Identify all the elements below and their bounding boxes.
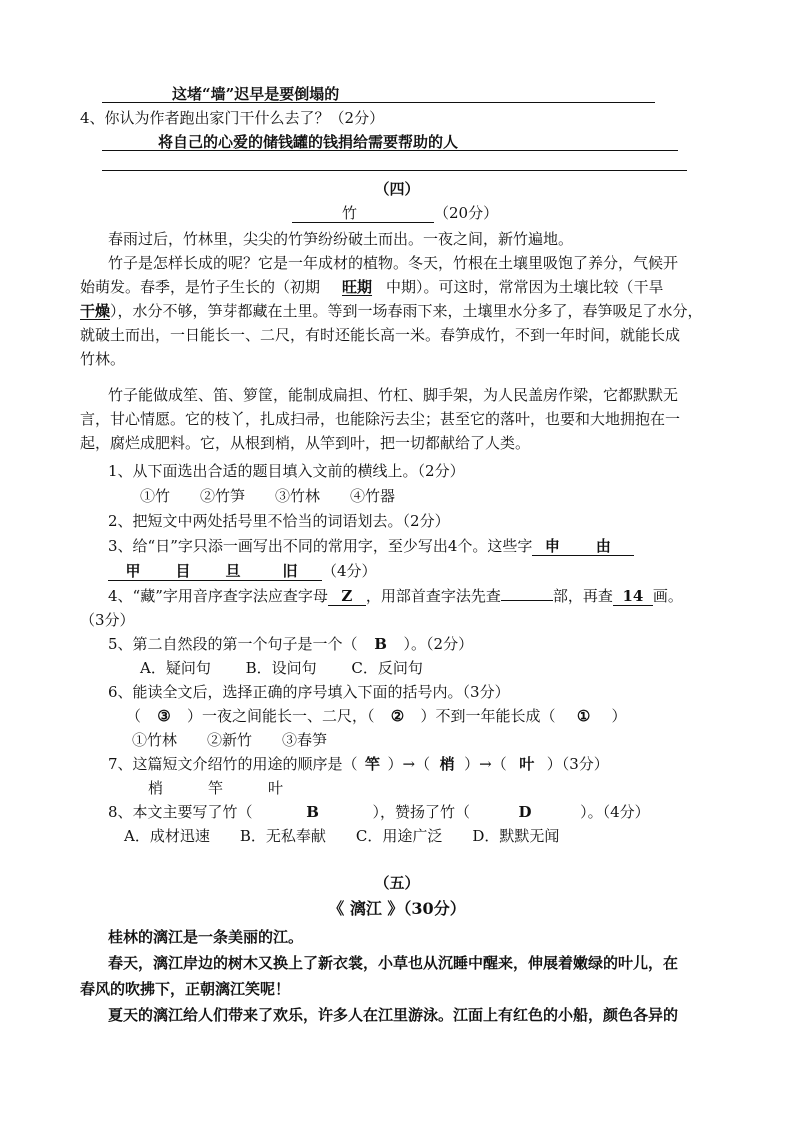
s5-paragraph-2-line-1: 春天，漓江岸边的树木又换上了新衣裳，小草也从沉睡中醒来，伸展着嫩绿的叶儿，在 (108, 954, 679, 972)
s4-question-3-line-2 (108, 560, 377, 582)
q7-answer-1: 竿 (365, 755, 381, 773)
q4-prompt-a: 4、“藏”字用音序查字法应查字母 (108, 587, 328, 605)
q8-text: ），赞扬了竹（ (372, 803, 471, 821)
q5-prompt: 5、第二自然段的第一个句子是一个（ (108, 635, 358, 653)
s4-paragraph-3-line-2: 言，甘心情愿。它的枝丫，扎成扫帚，也能除污去尘；甚至它的落叶，也要和大地拥抱在一 (80, 410, 681, 428)
q6-answer-3: ① (576, 707, 591, 725)
s4-paragraph-2-line-5: 竹林。 (80, 350, 126, 368)
wrong-word-2: 干燥 (80, 302, 111, 320)
s4-question-6: 6、能读全文后，选择正确的序号填入下面的括号内。（3分） (108, 683, 510, 701)
q8-answer-2: D (518, 803, 532, 821)
q6-text-2: ）不到一年能长成（ (420, 707, 556, 725)
s4-question-2: 2、把短文中两处括号里不恰当的词语划去。（2分） (108, 512, 450, 530)
q5-score: ）。（2分） (403, 635, 474, 653)
section-4-heading: （四） (374, 180, 420, 198)
q5-answer: B (374, 635, 387, 653)
question-4-answer: 将自己的心爱的储钱罐的钱捐给需要帮助的人 (158, 133, 459, 151)
q4-answer-letter: Z (328, 587, 366, 606)
s4-paragraph-2-line-2 (80, 276, 664, 298)
title-answer: 竹 (292, 204, 434, 223)
s5-paragraph-3-line-1: 夏天的漓江给人们带来了欢乐，许多人在江里游泳。江面上有红色的小船，颜色各异的 (108, 1006, 679, 1024)
answer-line-1: 这堵“墙”迟早是要倒塌的 (172, 85, 340, 103)
q4-prompt-c: 部，再查 (552, 587, 613, 605)
s4-question-4-line-1 (108, 585, 683, 607)
q8-prompt: 8、本文主要写了竹（ (108, 803, 253, 821)
s4-question-8 (108, 801, 650, 823)
p2-l2-c: 中期）。可这时，常常因为土壤比较（干旱 (386, 278, 664, 296)
section-5-heading: （五） (374, 874, 420, 892)
q7-answer-2: 梢 (439, 755, 455, 773)
s5-paragraph-2-line-2: 春风的吹拂下，正朝漓江笑呢！ (80, 980, 291, 998)
s4-paragraph-3-line-1: 竹子能做成笙、笛、箩筐，能制成扁担、竹杠、脚手架，为人民盖房作梁，它都默默无 (108, 386, 679, 404)
q7-arrow-1: ）→（ (387, 755, 431, 773)
answer-rule-3 (102, 170, 687, 171)
answer-rule-2 (102, 150, 678, 151)
q7-score: ）（3分） (546, 755, 609, 773)
q7-answer-3: 叶 (519, 755, 535, 773)
question-4-prompt: 4、你认为作者跑出家门干什么去了？（2分） (80, 109, 385, 127)
q6-close: ） (611, 707, 627, 725)
q6-answer-1: ③ (157, 707, 171, 725)
q3-answer-2: 由 (572, 537, 634, 556)
q6-open-1: （ (126, 707, 142, 725)
s4-question-5-options: A．疑问句 B．设问句 C．反问句 (140, 659, 423, 677)
q3-score: （4分） (322, 562, 377, 580)
s4-paragraph-2-line-4: 就破土而出，一日能长一、二尺，有时还能长高一米。春笋成竹，不到一年时间，就能长成 (80, 326, 681, 344)
p2-l3-b: ），水分不够，笋芽都藏在土里。等到一场春雨下来，土壤里水分多了，春笋吸足了水分， (110, 302, 703, 320)
p2-l2-a: 始萌发。春季，是竹子生长的（初期 (80, 278, 321, 296)
s4-question-1: 1、从下面选出合适的题目填入文前的横线上。（2分） (108, 462, 465, 480)
q6-answer-2: ② (390, 707, 405, 725)
s4-question-8-options: A．成材迅速 B．无私奉献 C．用途广泛 D．默默无闻 (124, 827, 560, 845)
q3-answer-5: 旦 (208, 562, 258, 581)
s4-question-1-options: ①竹 ②竹笋 ③竹林 ④竹器 (140, 487, 396, 505)
s4-question-5 (108, 633, 473, 655)
q4-blank-radical[interactable] (501, 600, 553, 601)
q3-answer-1: 申 (532, 537, 572, 556)
s4-paragraph-3-line-3: 起，腐烂成肥料。它，从根到梢，从竿到叶，把一切都献给了人类。 (80, 434, 531, 452)
q4-answer-strokes: 14 (613, 587, 653, 606)
q8-answer-1: B (306, 803, 319, 821)
s5-paragraph-1: 桂林的漓江是一条美丽的江。 (108, 928, 304, 946)
q8-score: ）。（4分） (580, 803, 650, 821)
s4-paragraph-2-line-3 (80, 300, 703, 322)
q4-prompt-b: ，用部首查字法先查 (365, 587, 501, 605)
s4-question-7-note: 梢 竿 叶 (148, 779, 284, 797)
answer-rule-1 (102, 102, 655, 103)
s4-question-6-options: ①竹林 ②新竹 ③春笋 (132, 731, 328, 749)
s4-paragraph-1: 春雨过后，竹林里，尖尖的竹笋纷纷破土而出。一夜之间，新竹遍地。 (108, 230, 574, 248)
title-score: （20分） (434, 204, 499, 222)
q3-answer-6: 旧 (258, 562, 322, 581)
wrong-word-1: 旺期 (342, 278, 373, 296)
s4-question-6-line-2 (126, 705, 627, 727)
q3-prompt: 3、给“日”字只添一画写出不同的常用字，至少写出4个。这些字 (108, 537, 533, 555)
section-5-title: 《 漓江 》（30分） (328, 899, 466, 918)
q6-text-1: ）一夜之间能长一、二尺，（ (187, 707, 375, 725)
s4-question-7 (108, 753, 609, 775)
q3-answer-3: 甲 (108, 562, 158, 581)
s4-question-3-line-1 (108, 535, 634, 557)
s4-paragraph-2-line-1: 竹子是怎样长成的呢？它是一年成材的植物。冬天，竹根在土壤里吸饱了养分，气候开 (108, 254, 679, 272)
q7-prompt: 7、这篇短文介绍竹的用途的顺序是（ (108, 755, 358, 773)
q4-prompt-d: 画。 (652, 587, 683, 605)
section-4-title (292, 202, 498, 224)
q3-answer-4: 目 (158, 562, 208, 581)
q7-arrow-2: ）→（ (464, 755, 507, 773)
s4-question-4-score: （3分） (80, 611, 135, 629)
